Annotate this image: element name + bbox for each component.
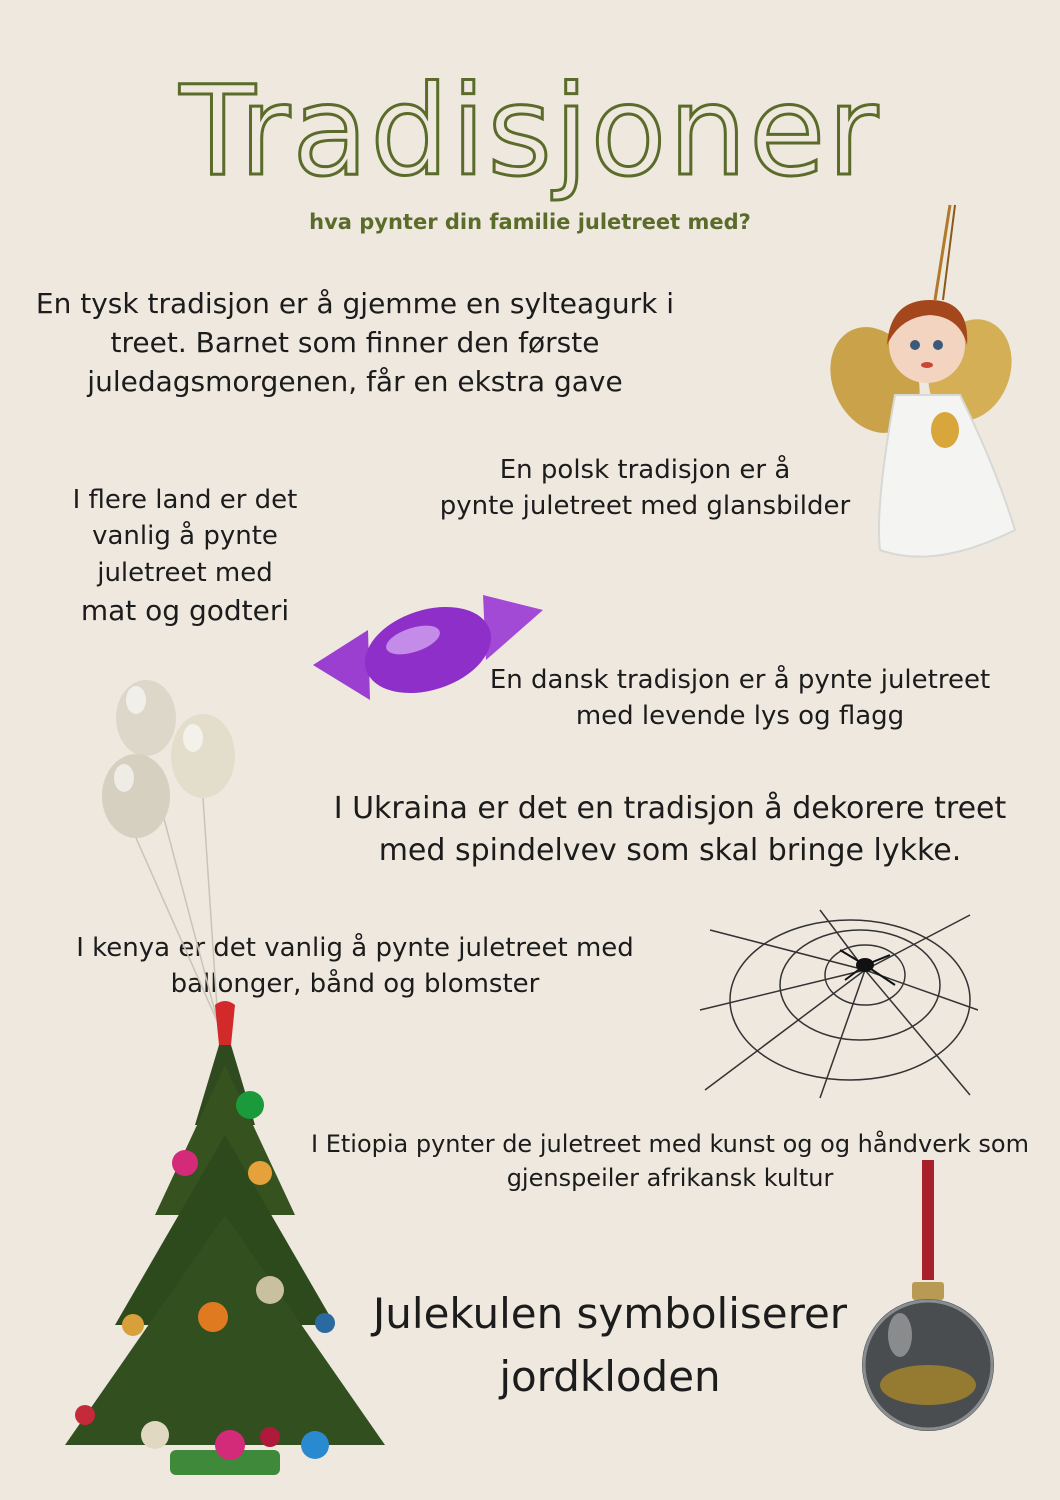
tradition-kenya: I kenya er det vanlig å pynte juletreet med ballonger, bånd og blomster (76, 933, 634, 1000)
tradition-ethiopia: I Etiopia pynter de juletreet med kunst og og håndverk som gjenspeiler afrikansk kultur (311, 1130, 1029, 1192)
angel-ornament-icon (835, 205, 1020, 565)
tradition-germany: En tysk tradisjon er å gjemme en sylteagurk i treet. Barnet som finner den første juledagsmorgenen, får en ekstra gave (35, 287, 675, 399)
tradition-poland: En polsk tradisjon er å pynte juletreet med glansbilder (439, 455, 851, 522)
candy-icon (308, 570, 548, 720)
bauble-icon (860, 1160, 995, 1450)
christmas-tree-icon (45, 1005, 405, 1495)
balloons-icon (98, 678, 248, 1038)
page-title: Tradisjoner (179, 60, 881, 204)
tradition-many-countries: I flere land er det vanlig å pynte juletreet med mat og godteri (72, 485, 298, 628)
spiderweb-icon (700, 910, 980, 1100)
tradition-ukraine: I Ukraina er det en tradisjon å dekorere treet med spindelvev som skal bringe lykke. (333, 791, 1007, 868)
page-subtitle: hva pynter din familie juletreet med? (309, 210, 751, 234)
tradition-denmark: En dansk tradisjon er å pynte juletreet med levende lys og flagg (489, 665, 991, 732)
bauble-caption: Julekulen symboliserer jordkloden (372, 1289, 848, 1401)
